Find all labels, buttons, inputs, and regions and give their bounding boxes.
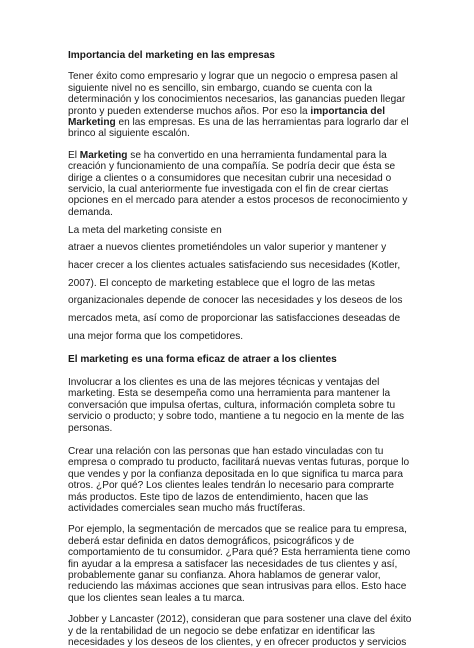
paragraph-intro-text-b: en las empresas. Es una de las herramientas para lograrlo dar el brinco al siguiente escalón. bbox=[68, 117, 409, 140]
spacer bbox=[68, 434, 414, 446]
spacer bbox=[68, 346, 414, 354]
spacer bbox=[68, 140, 414, 150]
paragraph-marketing-tool-bold: Marketing bbox=[79, 149, 128, 161]
paragraph-goal-body: atraer a nuevos clientes prometiéndoles un valor superior y mantener y hacer crecer a los clientes actuales satisfaciendo sus necesidades (Kotler, 2007). El concepto de marketing establece que el logro de las metas organizacionales depende de conocer las necesidades y los deseos de los mercados meta, así como de proporcionar las satisfacciones deseadas de una mejor forma que los competidores. bbox=[68, 242, 403, 342]
paragraph-intro-bold: importancia del Marketing bbox=[68, 105, 386, 129]
spacer bbox=[68, 514, 414, 524]
paragraph-intro bbox=[68, 71, 414, 139]
paragraph-goal-intro: La meta del marketing consiste en bbox=[68, 225, 222, 237]
section-heading-attract-clients: El marketing es una forma eficaz de atraer a los clientes bbox=[68, 353, 337, 365]
paragraph-relationship: Crear una relación con las personas que han estado vinculadas con tu empresa o comprado tu producto, facilitará nuevas ventas futuras, porque lo que vendes y por la confianza depositada en lo que significa tu marca para otros. ¿Por qué? Los clientes leales tendrán lo necesario para comprarte más productos. Este tipo de lazos de entendimiento, hacen que las actividades comerciales sean mucho más fructíferas. bbox=[68, 445, 410, 514]
spacer bbox=[68, 61, 414, 71]
paragraph-marketing-tool-text-b: se ha convertido en una herramienta fundamental para la creación y funcionamiento de una compañía. Se podría decir que ésta se dirige a clientes o a consumidores que necesitan cubrir una necesidad o servicio, la cual anteriormente fue investigada con el fin de crear ciertas opciones en el mercado para atender a estos procesos de reconocimiento y demanda. bbox=[68, 149, 408, 218]
section-heading-importance: Importancia del marketing en las empresas bbox=[68, 50, 276, 61]
paragraph-marketing-tool bbox=[68, 150, 414, 218]
document-page bbox=[68, 50, 414, 648]
paragraph-jobber-lancaster: Jobber y Lancaster (2012), consideran que para sostener una clave del éxito y de la rentabilidad de un negocio se debe enfatizar en identificar las necesidades y los deseos de los clientes, y en ofrecer productos y servicios bbox=[68, 614, 412, 648]
paragraph-segmentation: Por ejemplo, la segmentación de mercados que se realice para tu empresa, deberá estar definida en datos demográficos, psicográficos y de comportamiento de tu consumidor. ¿Para qué? Esta herramienta tiene como fin ayudar a la empresa a satisfacer las necesidades de tus clientes y así, probablemente ganar su confianza. Ahora hablamos de generar valor, reduciendo las máximas acciones que sean intrusivas para ellos. Esto hace que los clientes sean leales a tu marca. bbox=[68, 524, 411, 604]
paragraph-intro-text-a: Tener éxito como empresario y lograr que un negocio o empresa pasen al siguiente nivel no es sencillo, sin embargo, cuando se cuenta con la determinación y los conocimientos necesarios, las ganancias pueden llegar pronto y pueden extenderse muchos años. Por eso la bbox=[68, 71, 406, 117]
spacer bbox=[68, 604, 414, 614]
paragraph-involve-clients: Involucrar a los clientes es una de las mejores técnicas y ventajas del marketing. Esta se desempeña como una herramienta para mantener la conversación que impulsa ofertas, cultura, información completa sobre tu servicio o producto; y sobre todo, mantiene a tu negocio en la mente de las personas. bbox=[68, 376, 405, 434]
paragraph-marketing-tool-text-a: El bbox=[68, 149, 80, 161]
spacer bbox=[68, 365, 414, 377]
